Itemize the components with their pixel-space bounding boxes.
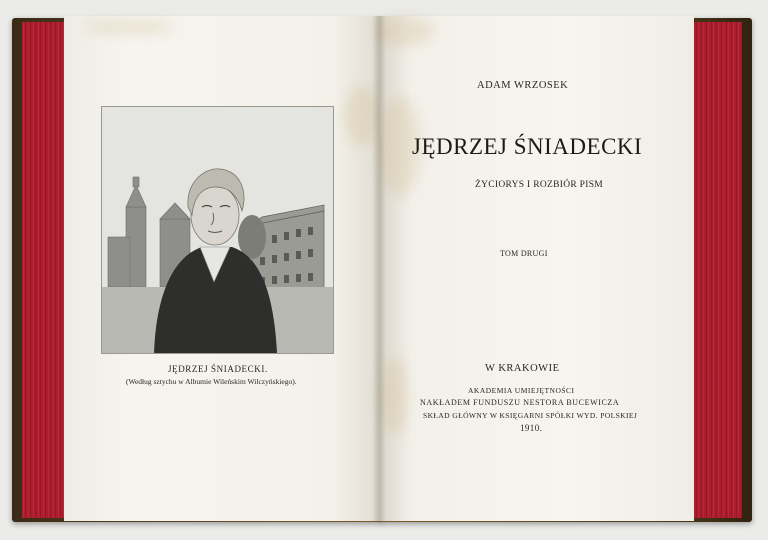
book-gutter: [372, 16, 386, 521]
imprint-year: 1910.: [520, 423, 543, 433]
portrait-engraving: [101, 106, 334, 354]
portrait-illustration: [102, 107, 333, 353]
author-name: ADAM WRZOSEK: [477, 80, 569, 91]
book-title: JĘDRZEJ ŚNIADECKI: [412, 134, 643, 159]
imprint-line-2: NAKŁADEM FUNDUSZU NESTORA BUCEWICZA: [420, 398, 620, 407]
book-subtitle: ŻYCIORYS I ROZBIÓR PISM: [475, 180, 604, 190]
page-edges-left: [22, 22, 70, 518]
volume-label: TOM DRUGI: [500, 249, 548, 258]
imprint-line-1: AKADEMIA UMIEJĘTNOŚCI: [468, 386, 575, 395]
right-page: [380, 16, 694, 521]
portrait-subcaption: (Według sztychu w Albumie Wileńskim Wilczyńskiego).: [126, 377, 297, 386]
page-edges-right: [690, 22, 742, 518]
imprint-line-3: SKŁAD GŁÓWNY W KSIĘGARNI SPÓŁKI WYD. POLSKIEJ: [423, 411, 638, 420]
portrait-caption: JĘDRZEJ ŚNIADECKI.: [168, 364, 268, 374]
imprint-city: W KRAKOWIE: [485, 363, 560, 374]
